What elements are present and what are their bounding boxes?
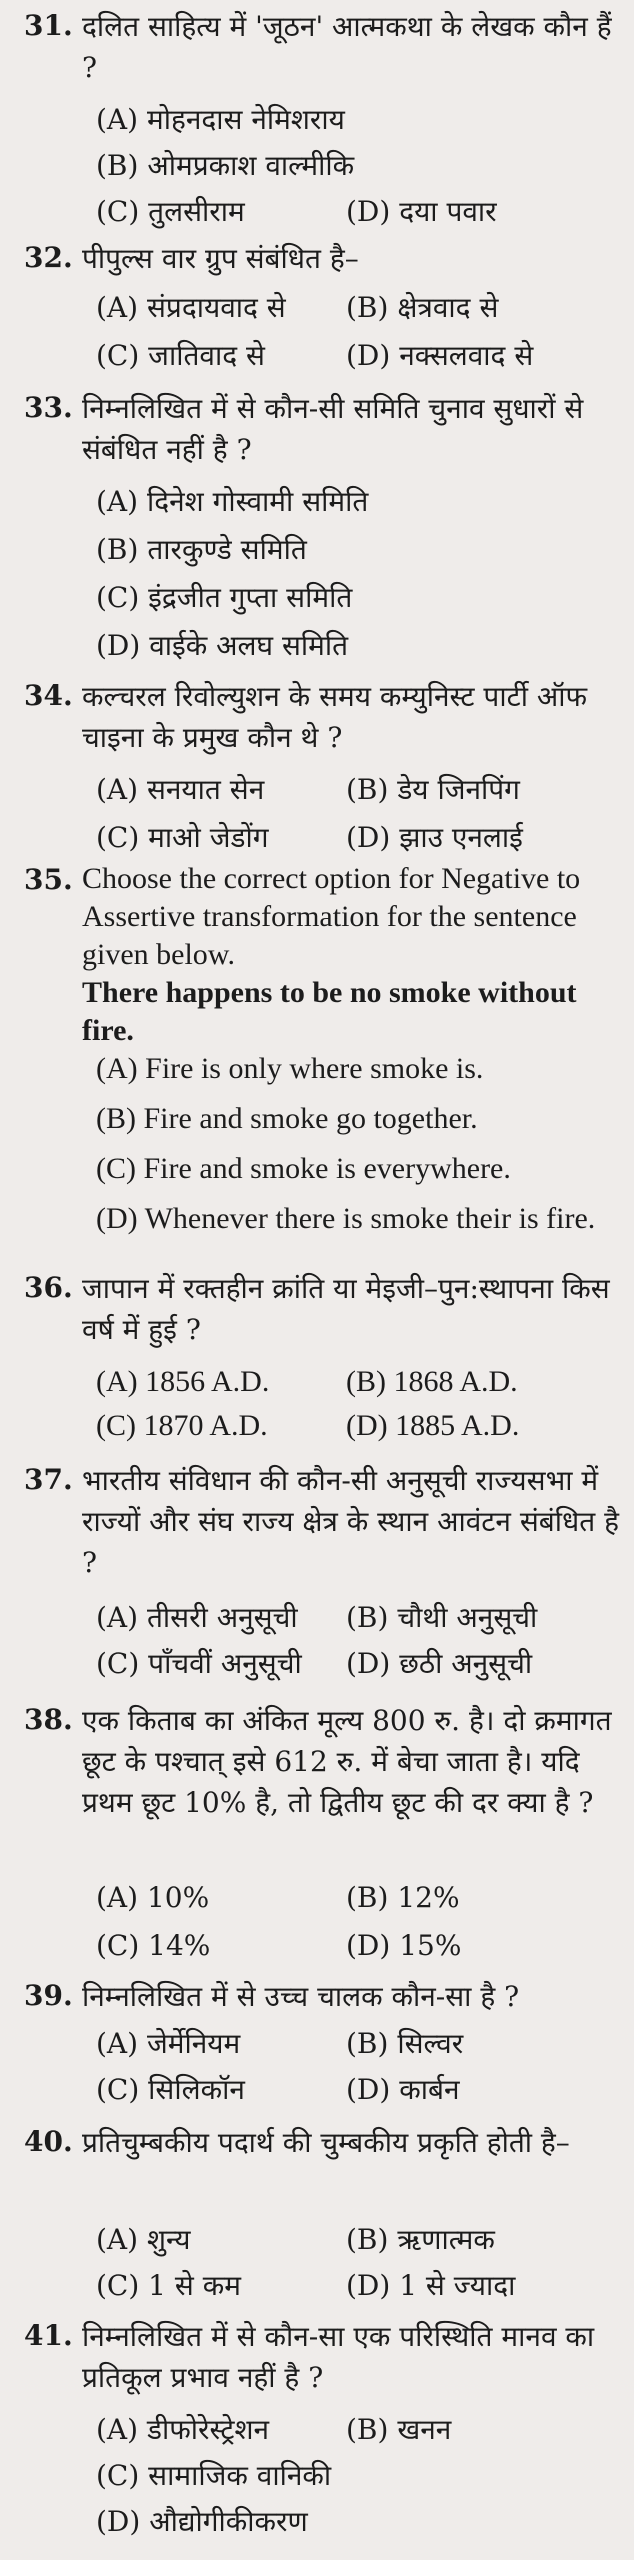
option-a[interactable]: (A) दिनेश गोस्वामी समिति (96, 485, 369, 518)
option-b[interactable]: (B) ओमप्रकाश वाल्मीकि (96, 149, 355, 182)
option-a[interactable]: (A) तीसरी अनुसूची (96, 1601, 298, 1634)
question-stem: कल्चरल रिवोल्युशन के समय कम्युनिस्ट पार्टी ऑफ चाइना के प्रमुख कौन थे ? (82, 680, 588, 754)
option-row (96, 1644, 626, 1684)
option-row (96, 770, 626, 810)
option-c[interactable]: (C) Fire and smoke is everywhere. (96, 1152, 511, 1185)
option-d[interactable]: (D) दया पवार (346, 195, 497, 228)
option-a[interactable]: (A) शुन्य (96, 2223, 191, 2256)
option-row (96, 2024, 626, 2064)
option-row (96, 288, 626, 328)
option-d[interactable]: (D) 15% (346, 1929, 462, 1962)
option-a[interactable]: (A) Fire is only where smoke is. (96, 1052, 484, 1085)
option-b[interactable]: (B) खनन (346, 2413, 452, 2446)
option-c[interactable]: (C) 1 से कम (96, 2269, 241, 2302)
question-stem (82, 860, 622, 1050)
question-stem: पीपुल्स वार ग्रुप संबंधित है– (82, 242, 359, 275)
option-d[interactable]: (D) Whenever there is smoke their is fire. (96, 1202, 596, 1235)
question-stem: प्रतिचुम्बकीय पदार्थ की चुम्बकीय प्रकृति होती है– (82, 2126, 570, 2159)
option-a[interactable]: (A) मोहनदास नेमिशराय (96, 103, 345, 136)
question-number: 36. (24, 1271, 73, 1304)
option-row (96, 1406, 626, 1446)
option-d[interactable]: (D) औद्योगीकीकरण (96, 2505, 308, 2538)
option-a[interactable]: (A) डीफोरेस्ट्रेशन (96, 2413, 270, 2446)
option-b[interactable]: (B) चौथी अनुसूची (346, 1601, 538, 1634)
option-d[interactable]: (D) झाउ एनलाई (346, 821, 523, 854)
option-c[interactable]: (C) 14% (96, 1929, 211, 1962)
option-a[interactable]: (A) जेर्मेनियम (96, 2027, 241, 2060)
question-number: 37. (24, 1463, 73, 1496)
option-c[interactable]: (C) सिलिकॉन (96, 2073, 245, 2106)
option-d[interactable]: (D) कार्बन (346, 2073, 460, 2106)
question-number: 33. (24, 391, 73, 424)
option-b[interactable]: (B) ऋणात्मक (346, 2223, 495, 2256)
option-b[interactable]: (B) Fire and smoke go together. (96, 1102, 478, 1135)
option-b[interactable]: (B) तारकुण्डे समिति (96, 533, 307, 566)
option-d[interactable]: (D) नक्सलवाद से (346, 339, 534, 372)
question-number: 32. (24, 241, 73, 274)
option-c[interactable]: (C) 1870 A.D. (96, 1409, 268, 1442)
question-number: 34. (24, 679, 73, 712)
question-stem: निम्नलिखित में से उच्च चालक कौन-सा है ? (82, 1980, 520, 2013)
option-b[interactable]: (B) डेय जिनपिंग (346, 773, 520, 806)
option-c[interactable]: (C) तुलसीराम (96, 195, 245, 228)
option-row (96, 1878, 626, 1918)
option-row (96, 336, 626, 376)
question-stem: एक किताब का अंकित मूल्य 800 रु. है। दो क्रमागत छूट के पश्चात् इसे 612 रु. में बेचा जाता है। यदि प्रथम छूट 10% है, तो द्वितीय छूट की दर क्या है ? (82, 1704, 612, 1819)
question-number: 40. (24, 2125, 73, 2158)
option-d[interactable]: (D) वाईके अलघ समिति (96, 629, 349, 662)
option-d[interactable]: (D) 1 से ज्यादा (346, 2269, 516, 2302)
option-b[interactable]: (B) क्षेत्रवाद से (346, 291, 499, 324)
option-b[interactable]: (B) 1868 A.D. (346, 1365, 518, 1398)
option-c[interactable]: (C) माओ जेडोंग (96, 821, 269, 854)
question-stem: भारतीय संविधान की कौन-सी अनुसूची राज्यसभा में राज्यों और संघ राज्य क्षेत्र के स्थान आवंटन संबंधित है ? (82, 1464, 619, 1579)
option-row (96, 192, 626, 232)
option-row (96, 1598, 626, 1638)
question-number: 39. (24, 1979, 73, 2012)
option-d[interactable]: (D) छठी अनुसूची (346, 1647, 533, 1680)
option-a[interactable]: (A) सनयात सेन (96, 773, 265, 806)
option-row (96, 2220, 626, 2260)
option-row (96, 2070, 626, 2110)
question-number: 38. (24, 1703, 73, 1736)
option-d[interactable]: (D) 1885 A.D. (346, 1409, 520, 1442)
option-a[interactable]: (A) संप्रदायवाद से (96, 291, 286, 324)
option-b[interactable]: (B) 12% (346, 1881, 460, 1914)
option-row (96, 1362, 626, 1402)
option-c[interactable]: (C) सामाजिक वानिकी (96, 2459, 332, 2492)
option-row (96, 818, 626, 858)
option-row (96, 2266, 626, 2306)
question-sentence: There happens to be no smoke without fire. (82, 976, 577, 1047)
question-stem: दलित साहित्य में 'जूठन' आत्मकथा के लेखक कौन हैं ? (82, 10, 612, 84)
question-number: 35. (24, 863, 73, 896)
question-stem: निम्नलिखित में से कौन-सा एक परिस्थिति मानव का प्रतिकूल प्रभाव नहीं है ? (82, 2320, 595, 2394)
option-c[interactable]: (C) पाँचवीं अनुसूची (96, 1647, 302, 1680)
option-b[interactable]: (B) सिल्वर (346, 2027, 464, 2060)
question-stem-text: Choose the correct option for Negative to Assertive transformation for the sentence given below. (82, 862, 581, 971)
option-a[interactable]: (A) 10% (96, 1881, 210, 1914)
question-number: 41. (24, 2319, 73, 2352)
option-c[interactable]: (C) जातिवाद से (96, 339, 265, 372)
question-stem: जापान में रक्तहीन क्रांति या मेइजी–पुन:स्थापना किस वर्ष में हुई ? (82, 1272, 610, 1346)
question-stem: निम्नलिखित में से कौन-सी समिति चुनाव सुधारों से संबंधित नहीं है ? (82, 392, 584, 466)
option-c[interactable]: (C) इंद्रजीत गुप्ता समिति (96, 581, 353, 614)
option-a[interactable]: (A) 1856 A.D. (96, 1365, 270, 1398)
option-row (96, 1926, 626, 1966)
question-number: 31. (24, 9, 73, 42)
option-row (96, 2410, 626, 2450)
